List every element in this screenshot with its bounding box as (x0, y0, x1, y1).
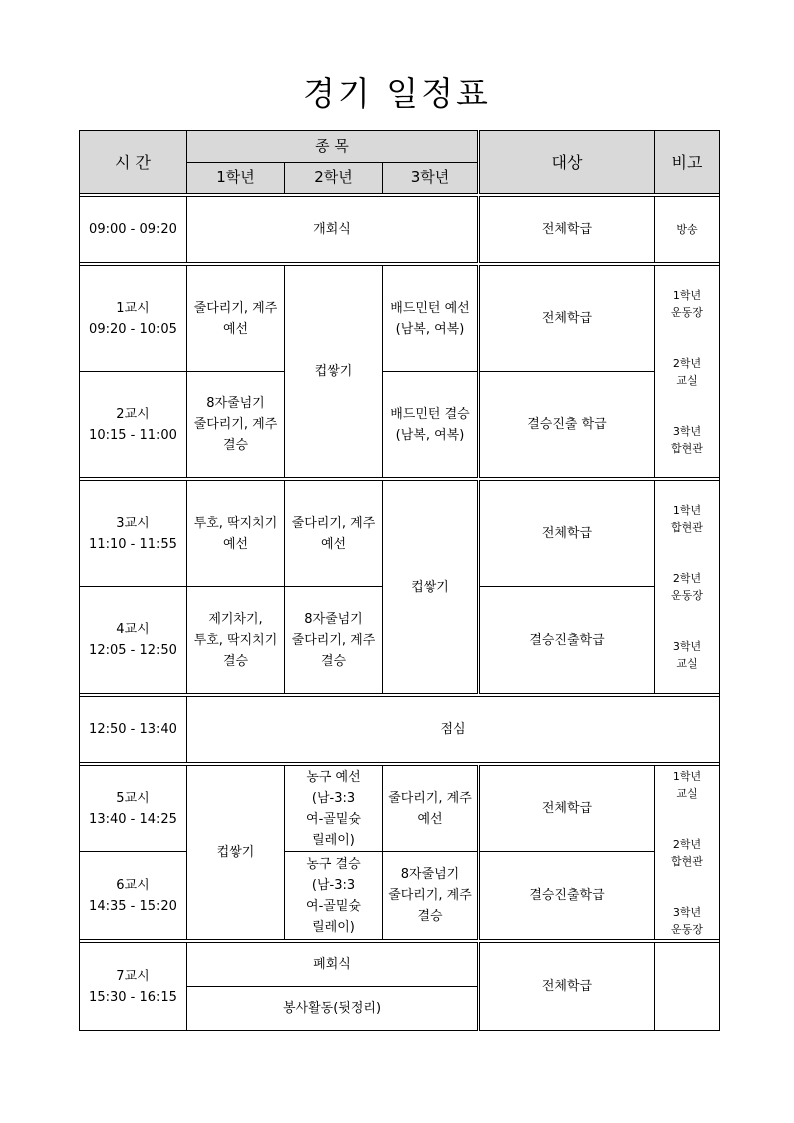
header-remarks: 비고 (655, 131, 720, 194)
event-cell: 봉사활동(뒷정리) (187, 987, 479, 1031)
remark-cell: 1학년 교실 2학년 합현관 3학년 운동장 (655, 766, 720, 940)
grade3-event: 줄다리기, 계주 예선 (383, 766, 479, 852)
target-cell: 전체학급 (479, 266, 655, 372)
header-target: 대상 (479, 131, 655, 194)
grade1-event: 컵쌓기 (187, 766, 285, 940)
time-cell: 09:00 - 09:20 (80, 197, 187, 263)
target-cell: 결승진출 학급 (479, 372, 655, 478)
grade3-event: 배드민턴 결승 (남복, 여복) (383, 372, 479, 478)
period-time: 09:20 - 10:05 (89, 321, 177, 337)
table-row (80, 372, 720, 478)
time-cell: 4교시 12:05 - 12:50 (80, 587, 187, 694)
grade1-event: 줄다리기, 계주 예선 (187, 266, 285, 372)
grade1-event: 8자줄넘기 줄다리기, 계주 결승 (187, 372, 285, 478)
schedule-table (79, 130, 720, 1031)
target-cell: 결승진출학급 (479, 852, 655, 940)
period-label: 1교시 (116, 300, 150, 316)
time-cell: 12:50 - 13:40 (80, 697, 187, 763)
target-cell: 전체학급 (479, 943, 655, 1031)
grade2-event: 농구 결승 (남-3:3 여-골밑슛 릴레이) (285, 852, 383, 940)
table-row (80, 766, 720, 852)
target-cell: 전체학급 (479, 766, 655, 852)
grade3-event: 컵쌓기 (383, 481, 479, 694)
header-grade3: 3학년 (383, 162, 479, 194)
time-cell: 6교시 14:35 - 15:20 (80, 852, 187, 940)
table-row (80, 852, 720, 940)
time-cell: 2교시 10:15 - 11:00 (80, 372, 187, 478)
grade2-event: 농구 예선 (남-3:3 여-골밑슛 릴레이) (285, 766, 383, 852)
time-cell: 7교시 15:30 - 16:15 (80, 943, 187, 1031)
header-grade2: 2학년 (285, 162, 383, 194)
header-time: 시 간 (80, 131, 187, 194)
table-row (80, 197, 720, 263)
header-grade1: 1학년 (187, 162, 285, 194)
target-cell: 전체학급 (479, 197, 655, 263)
remark-cell: 1학년 운동장 2학년 교실 3학년 합현관 (655, 266, 720, 478)
table-row (80, 943, 720, 987)
time-cell (80, 266, 187, 372)
grade3-event: 8자줄넘기 줄다리기, 계주 결승 (383, 852, 479, 940)
target-cell: 전체학급 (479, 481, 655, 587)
time-cell: 5교시 13:40 - 14:25 (80, 766, 187, 852)
time-cell: 3교시 11:10 - 11:55 (80, 481, 187, 587)
event-cell: 폐회식 (187, 943, 479, 987)
grade1-event: 제기차기, 투호, 딱지치기 결승 (187, 587, 285, 694)
header-event: 종 목 (187, 131, 479, 163)
table-row (80, 697, 720, 763)
grade3-event: 배드민턴 예선 (남복, 여복) (383, 266, 479, 372)
remark-cell (655, 943, 720, 1031)
grade2-event: 줄다리기, 계주 예선 (285, 481, 383, 587)
grade1-event: 투호, 딱지치기 예선 (187, 481, 285, 587)
remark-cell: 1학년 합현관 2학년 운동장 3학년 교실 (655, 481, 720, 694)
grade2-event: 컵쌓기 (285, 266, 383, 478)
grade2-event: 8자줄넘기 줄다리기, 계주 결승 (285, 587, 383, 694)
target-cell: 결승진출학급 (479, 587, 655, 694)
remark-cell: 방송 (655, 197, 720, 263)
table-row (80, 266, 720, 372)
table-row (80, 481, 720, 587)
event-cell: 개회식 (187, 197, 479, 263)
event-cell: 점심 (187, 697, 720, 763)
page-title: 경기 일정표 (303, 74, 491, 113)
